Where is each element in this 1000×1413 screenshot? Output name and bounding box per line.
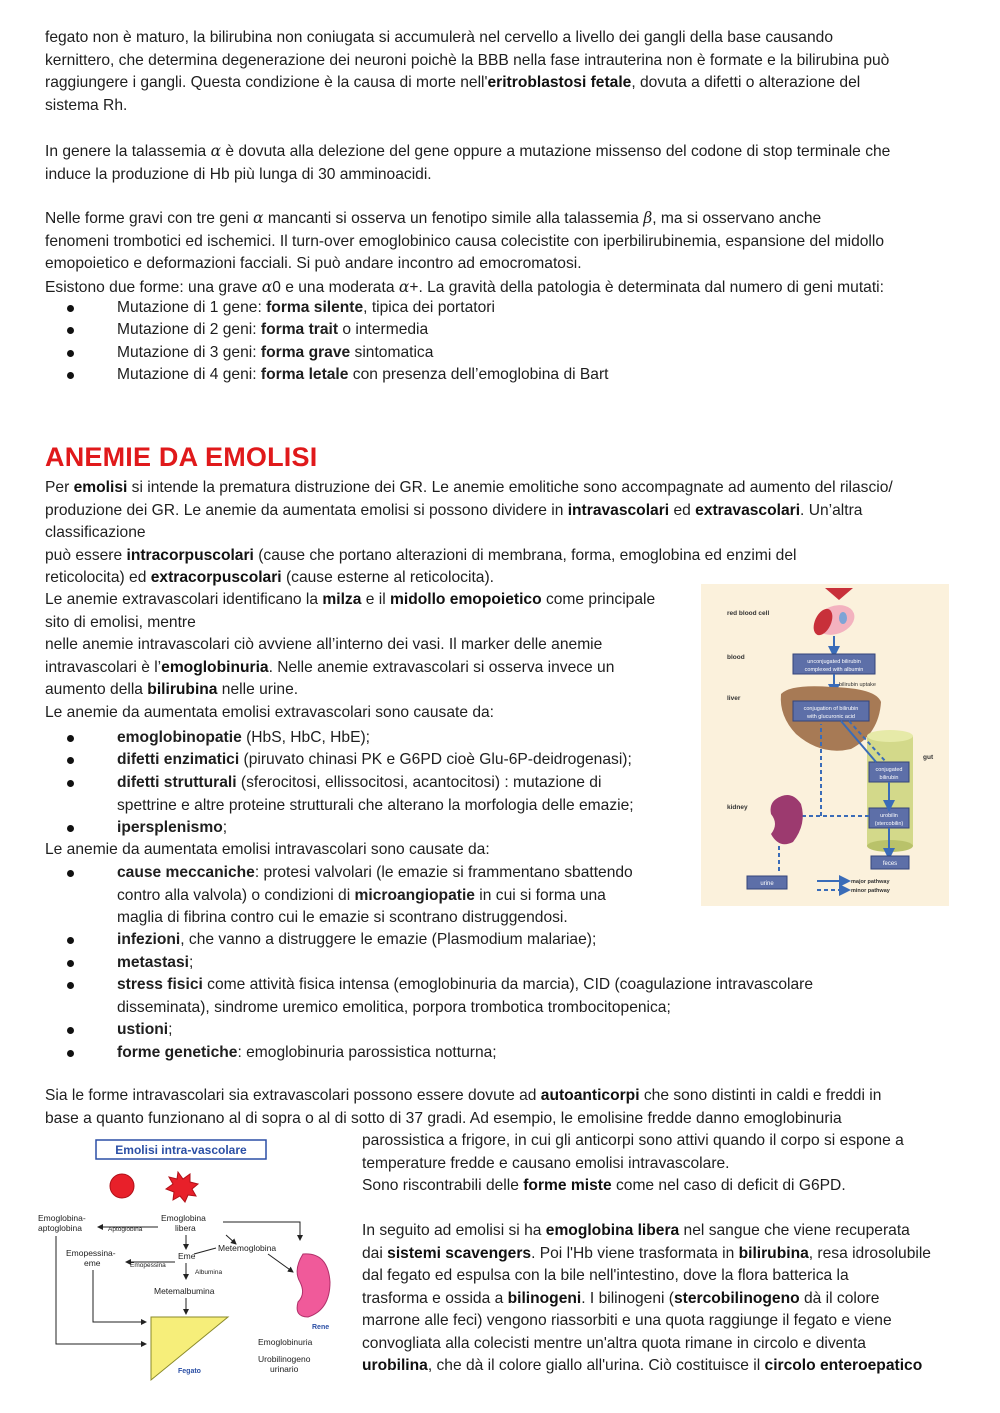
label-emoglobina-aptoglobina: Emoglobina- [38, 1213, 86, 1223]
box-feces: feces [882, 861, 898, 867]
label-emoglobina-aptoglobina-2: aptoglobina [38, 1223, 82, 1233]
red-blood-cell-icon [810, 588, 859, 640]
bullet-icon [67, 960, 74, 967]
label-urobilinogeno: Urobilinogeno [258, 1354, 311, 1364]
bullet-icon [67, 757, 74, 764]
label-metemalbumina: Metemalbumina [154, 1286, 215, 1296]
list-item: ipersplenismo; [117, 819, 228, 836]
box-conjugated-2: bilirubin [879, 775, 899, 781]
box-unconjugated: unconjugated bilirubin [807, 659, 861, 665]
label-red-blood-cell: red blood cell [727, 610, 770, 617]
label-emopessina-eme-2: eme [84, 1258, 101, 1268]
bullet-icon [67, 372, 74, 379]
right-column-text: parossistica a frigore, in cui gli anticorpi sono attivi quando il corpo si espone a temperature fredde e causano emolisi intravascolare. Sono riscontrabili delle forme miste come nel caso di deficit di G6PD. In seguito ad emolisi si ha emoglobina libera nel sangue che viene recuperata dai sistemi scavengers. Poi l'Hb viene trasformata in bilirubina, resa idrosolubile dal fegato ed espulsa con la bile nell'intestino, dove la flora batterica la trasforma e ossida a bilinogeni. I bilinogeni (stercobilinogeno dà il colore marrone alle feci) vengono riassorbiti e una quota raggiunge il fegato e viene convogliata alla colecisti mentre un'altra quota rimane in circolo e diventa urobilina, che dà il colore giallo all'urina. Ciò costituisce il circolo enteroepatico [362, 1132, 931, 1374]
bullet-icon [67, 327, 74, 334]
list-item: forme genetiche: emoglobinuria parossistica notturna; [117, 1044, 497, 1061]
label-uptake: bilirubin uptake [839, 682, 876, 688]
figure-title: Emolisi intra-vascolare [115, 1143, 247, 1157]
list-item: stress fisici come attività fisica intensa (emoglobinuria da marcia), CID (coagulazione intravascolare disseminata), sindrome uremico emolitica, porpora trombotica trombocitopenica; [117, 976, 813, 1016]
list-item: Mutazione di 2 geni: forma trait o intermedia [117, 321, 429, 338]
bullet-icon [67, 780, 74, 787]
section-paragraph-2: Le anemie extravascolari identificano la milza e il midollo emopoietico come principale sito di emolisi, mentre nelle anemie intravascolari ciò avviene all’interno dei vasi. Il marker delle anemie intravascolari è l’emoglobinuria. Nelle anemie extravascolari si osserva invece un aumento della bilirubina nelle urine. Le anemie da aumentata emolisi extravascolari sono causate da: [45, 591, 656, 721]
label-albumina: Albumina [195, 1269, 223, 1276]
list-item: infezioni, che vanno a distruggere le emazie (Plasmodium malariae); [117, 931, 597, 948]
list-item: difetti strutturali (sferocitosi, ellissocitosi, acantocitosi) : mutazione di spettrine e altre proteine strutturali che alterano la morfologia delle emazie; [117, 774, 634, 814]
section-title: ANEMIE DA EMOLISI [45, 442, 318, 472]
label-rene: Rene [312, 1324, 330, 1331]
section-paragraph-1: Per emolisi si intende la prematura distruzione dei GR. Le anemie emolitiche sono accompagnate ad aumento del rilascio/ produzione dei GR. Le anemie da aumentata emolisi si possono dividere in intravascolari ed extravascolari. Un’altra classificazione può essere intracorpuscolari (cause che portano alterazioni di membrana, forma, emoglobina ed enzimi del reticolocita) ed extracorpuscolari (cause esterne al reticolocita). [45, 479, 893, 586]
box-conjugation: conjugation of bilirubin [803, 706, 859, 712]
intro-paragraph-1: fegato non è maturo, la bilirubina non coniugata si accumulerà nel cervello a livello dei gangli della base causando kernittero, che determina degenerazione dei neuroni poichè la BBB nella fase intrauterina non è formate e la bilirubina può raggiungere i gangli. Questa condizione è la causa di morte nell'eritroblastosi fetale, dovuta a difetti o alterazione del sistema Rh. [45, 29, 890, 114]
bullet-icon [67, 1027, 74, 1034]
bullet-icon [67, 982, 74, 989]
box-urobilin-2: (stercobilin) [874, 821, 904, 827]
label-aptoglobina: Aptoglobina [108, 1226, 143, 1233]
bullet-icon [67, 870, 74, 877]
list-item: emoglobinopatie (HbS, HbC, HbE); [117, 729, 370, 746]
bilirubin-metabolism-figure [701, 584, 949, 906]
autoantibodies-paragraph: Sia le forme intravascolari sia extravascolari possono essere dovute ad autoanticorpi che sono distinti in caldi e freddi in base a quanto funzionano al di sopra o al di sotto di 37 gradi. Ad esempio, le emolisine fredde danno emoglobinuria [45, 1087, 882, 1127]
intravascular-hemolysis-figure [18, 1132, 352, 1382]
box-conjugated: conjugated [875, 767, 903, 773]
bilirubin-diagram [701, 584, 949, 906]
box-urine: urine [760, 881, 774, 887]
list-item: difetti enzimatici (piruvato chinasi PK e G6PD cioè Glu-6P-deidrogenasi); [117, 751, 632, 768]
bullet-icon [67, 305, 74, 312]
label-blood: blood [727, 654, 745, 661]
bullet-icon [67, 825, 74, 832]
label-gut: gut [923, 754, 934, 761]
legend-minor: minor pathway [851, 888, 890, 894]
label-fegato: Fegato [178, 1368, 201, 1375]
bullet-icon [67, 937, 74, 944]
bullet-icon [67, 350, 74, 357]
kidney-icon [771, 795, 803, 844]
box-conjugation-2: with glucuronic acid [807, 714, 855, 720]
label-urinario: urinario [270, 1364, 299, 1374]
lysed-cell-icon [166, 1172, 198, 1202]
hemolysis-diagram [18, 1132, 352, 1382]
kidney-icon [297, 1254, 330, 1317]
label-emoglobinuria: Emoglobinuria [258, 1337, 313, 1347]
label-emopessina-eme: Emopessina- [66, 1248, 116, 1258]
intro-paragraph-3: Nelle forme gravi con tre geni α mancanti si osserva un fenotipo simile alla talassemia β, ma si osservano anche fenomeni trombotici ed ischemici. Il turn-over emoglobinico causa colecistite con iperbilirubinemia, espansione del midollo emopoietico e deformazioni facciali. Si può andare incontro ad emocromatosi. Esistono due forme: una grave α0 e una moderata α+. La gravità della patologia è determinata dal numero di geni mutati: [45, 209, 885, 296]
list-item: Mutazione di 4 geni: forma letale con presenza dell’emoglobina di Bart [117, 366, 609, 383]
label-emoglobina-libera: Emoglobina [161, 1213, 206, 1223]
label-emoglobina-libera-2: libera [175, 1223, 196, 1233]
box-unconjugated-2: complexed with albumin [804, 667, 864, 673]
box-urobilin: urobilin [880, 813, 898, 819]
bullet-icon [67, 1050, 74, 1057]
intro-paragraph-2: In genere la talassemia α è dovuta alla delezione del gene oppure a mutazione missenso del codone di stop terminale che induce la produzione di Hb più lunga di 30 amminoacidi. [45, 142, 891, 183]
list-item: Mutazione di 1 gene: forma silente, tipica dei portatori [117, 299, 495, 316]
list-item: metastasi; [117, 954, 194, 971]
red-cell-icon [110, 1174, 134, 1198]
label-emopessina: Emopessina [130, 1262, 166, 1269]
list-item: ustioni; [117, 1021, 173, 1038]
label-kidney: kidney [727, 804, 748, 811]
label-eme: Eme [178, 1251, 196, 1261]
label-metemoglobina: Metemoglobina [218, 1243, 277, 1253]
list-item: cause meccaniche: protesi valvolari (le emazie si frammentano sbattendo contro alla valvola) o condizioni di microangiopatie in cui si forma una maglia di fibrina contro cui le emazie si scontrano distruggendosi. [117, 864, 633, 926]
intravascular-intro: Le anemie da aumentata emolisi intravascolari sono causate da: [45, 841, 490, 858]
list-item: Mutazione di 3 geni: forma grave sintomatica [117, 344, 434, 361]
label-liver: liver [727, 695, 741, 702]
bullet-icon [67, 735, 74, 742]
legend-major: major pathway [851, 879, 890, 885]
